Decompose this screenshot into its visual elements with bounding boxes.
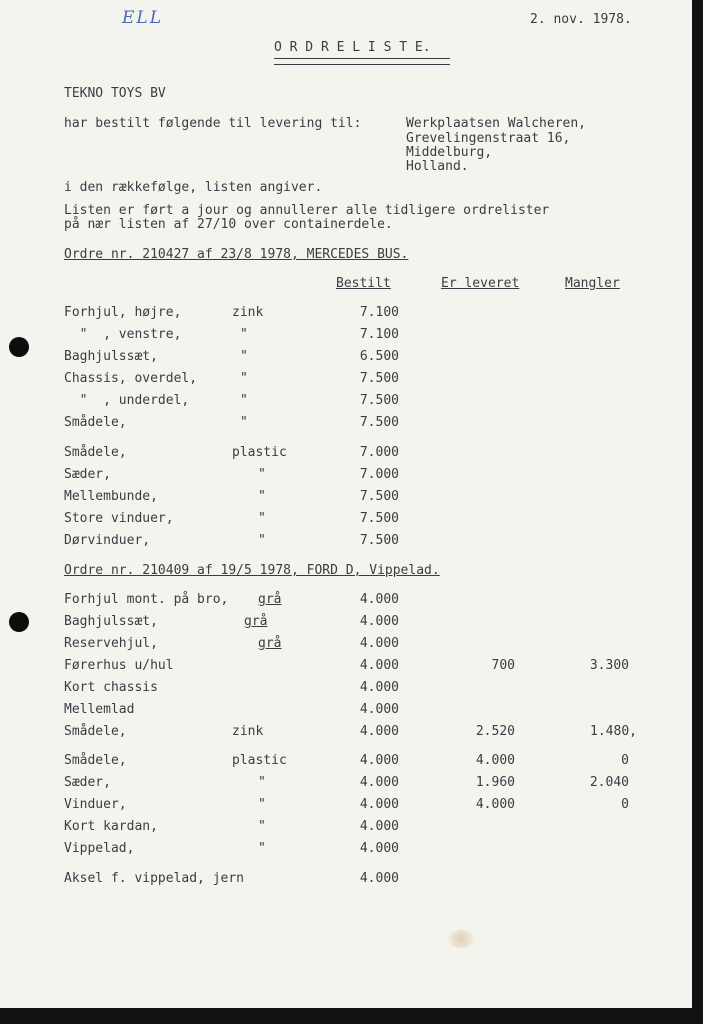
item-material: plastic [232, 445, 287, 460]
quantity-ordered: 4.000 [359, 680, 399, 695]
item-name: Sæder, [64, 467, 111, 482]
quantity-ordered: 4.000 [359, 658, 399, 673]
quantity-ordered: 7.100 [359, 327, 399, 342]
item-name: Smådele, [64, 445, 127, 460]
title-double-underline [274, 58, 450, 65]
item-name: Førerhus u/hul [64, 658, 174, 673]
item-name: Aksel f. vippelad, jern [64, 871, 245, 886]
quantity-ordered: 4.000 [359, 724, 399, 739]
quantity-ordered: 7.100 [359, 305, 399, 320]
item-material: " [258, 533, 266, 548]
item-material: " [258, 775, 266, 790]
quantity-missing: 0 [621, 753, 629, 768]
item-name: Vinduer, [64, 797, 127, 812]
address-line: Grevelingenstraat 16, [406, 131, 571, 146]
notice-line: Listen er ført a jour og annullerer alle tidligere ordrelister [64, 203, 550, 218]
scan-border [692, 0, 703, 1024]
item-name: Kort chassis [64, 680, 158, 695]
punch-hole [9, 612, 29, 632]
item-name: Mellemlad [64, 702, 135, 717]
quantity-ordered: 7.500 [359, 393, 399, 408]
item-material: " [258, 467, 266, 482]
item-name: Forhjul, højre, [64, 305, 182, 320]
item-name: Store vinduer, [64, 511, 174, 526]
column-header-delivered: Er leveret [441, 276, 520, 291]
quantity-missing: 1.480, [590, 724, 637, 739]
item-material: " [240, 371, 248, 386]
paper-stain [448, 930, 474, 948]
quantity-delivered: 4.000 [475, 753, 515, 768]
item-name: " , venstre, [64, 327, 182, 342]
item-name: Baghjulssæt, [64, 349, 158, 364]
quantity-ordered: 7.000 [359, 445, 399, 460]
quantity-ordered: 4.000 [359, 614, 399, 629]
intro-line: har bestilt følgende til levering til: [64, 116, 362, 131]
item-name: Dørvinduer, [64, 533, 151, 548]
item-material: zink [232, 305, 264, 320]
document-date: 2. nov. 1978. [530, 12, 632, 27]
quantity-ordered: 4.000 [359, 592, 399, 607]
item-material: " [240, 393, 248, 408]
item-material: " [258, 797, 266, 812]
order-heading: Ordre nr. 210409 af 19/5 1978, FORD D, Vippelad. [64, 563, 440, 578]
item-name: Smådele, [64, 753, 127, 768]
quantity-ordered: 7.500 [359, 511, 399, 526]
company-name: TEKNO TOYS BV [64, 86, 166, 101]
item-name: Baghjulssæt, [64, 614, 158, 629]
quantity-delivered: 4.000 [475, 797, 515, 812]
quantity-delivered: 700 [491, 658, 515, 673]
punch-hole [9, 337, 29, 357]
quantity-missing: 0 [621, 797, 629, 812]
item-material: " [240, 327, 248, 342]
item-material: grå [258, 592, 282, 607]
quantity-ordered: 7.500 [359, 533, 399, 548]
item-material: " [240, 415, 248, 430]
quantity-ordered: 4.000 [359, 797, 399, 812]
item-name: Forhjul mont. på bro, [64, 592, 229, 607]
item-material: grå [258, 636, 282, 651]
item-name: " , underdel, [64, 393, 190, 408]
item-name: Mellembunde, [64, 489, 158, 504]
item-material: zink [232, 724, 264, 739]
item-name: Chassis, overdel, [64, 371, 198, 386]
quantity-ordered: 4.000 [359, 636, 399, 651]
quantity-delivered: 1.960 [475, 775, 515, 790]
item-name: Smådele, [64, 724, 127, 739]
item-name: Reservehjul, [64, 636, 158, 651]
quantity-ordered: 7.500 [359, 371, 399, 386]
column-header-missing: Mangler [565, 276, 620, 291]
item-material: " [258, 489, 266, 504]
column-header-ordered: Bestilt [336, 276, 391, 291]
item-material: " [258, 841, 266, 856]
scan-border [0, 1008, 703, 1024]
quantity-ordered: 6.500 [359, 349, 399, 364]
address-line: Werkplaatsen Walcheren, [406, 116, 587, 131]
item-name: Vippelad, [64, 841, 135, 856]
item-name: Smådele, [64, 415, 127, 430]
item-name: Sæder, [64, 775, 111, 790]
document-title: O R D R E L I S T E. [274, 40, 431, 55]
item-material: " [258, 819, 266, 834]
quantity-ordered: 4.000 [359, 702, 399, 717]
quantity-ordered: 7.000 [359, 467, 399, 482]
quantity-ordered: 4.000 [359, 753, 399, 768]
quantity-ordered: 4.000 [359, 819, 399, 834]
quantity-missing: 2.040 [589, 775, 629, 790]
item-material: plastic [232, 753, 287, 768]
handwritten-annotation: ELL [122, 8, 163, 28]
quantity-ordered: 4.000 [359, 871, 399, 886]
notice-line: på nær listen af 27/10 over containerdele. [64, 217, 393, 232]
quantity-delivered: 2.520 [475, 724, 515, 739]
address-line: Middelburg, [406, 145, 493, 160]
item-material: " [240, 349, 248, 364]
quantity-ordered: 4.000 [359, 775, 399, 790]
order-heading: Ordre nr. 210427 af 23/8 1978, MERCEDES BUS. [64, 247, 409, 262]
item-material: grå [244, 614, 268, 629]
quantity-ordered: 7.500 [359, 489, 399, 504]
item-name: Kort kardan, [64, 819, 158, 834]
item-material: " [258, 511, 266, 526]
order-note: i den rækkefølge, listen angiver. [64, 180, 323, 195]
address-line: Holland. [406, 159, 469, 174]
quantity-ordered: 4.000 [359, 841, 399, 856]
quantity-missing: 3.300 [589, 658, 629, 673]
quantity-ordered: 7.500 [359, 415, 399, 430]
